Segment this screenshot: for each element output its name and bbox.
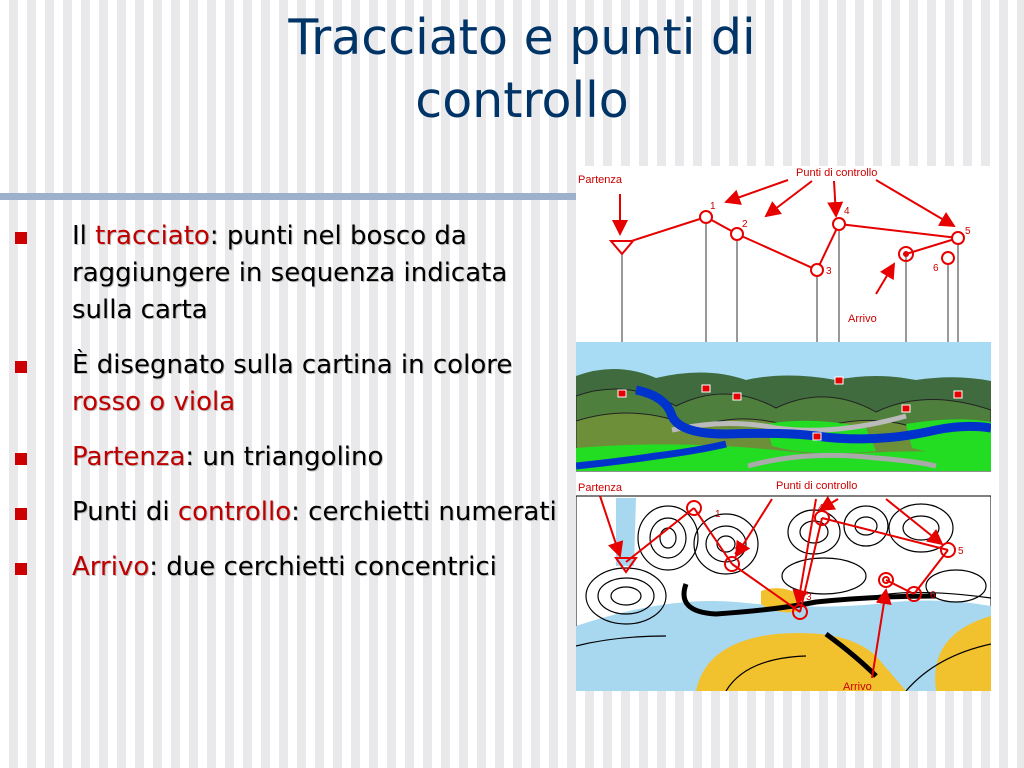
bullet-highlight: tracciato (95, 221, 210, 251)
bullet-item-colore (12, 347, 572, 421)
course-illustration (576, 166, 991, 691)
square-bullet-icon (15, 232, 27, 244)
slide-title (0, 6, 1024, 132)
square-bullet-icon (15, 508, 27, 520)
start-label: Partenza (578, 174, 623, 186)
control-number: 1 (710, 201, 716, 212)
bullet-text-part: Il (72, 221, 96, 251)
control-number: 2 (742, 219, 748, 230)
bullet-text-part: : cerchietti numerati (291, 497, 557, 527)
orienteering-map (576, 480, 991, 691)
bullet-highlight: controllo (177, 497, 292, 527)
bullet-item-arrivo (12, 549, 572, 586)
bullet-text (72, 218, 572, 329)
title-divider (0, 193, 578, 200)
map-control-number: 3 (806, 592, 812, 603)
bullet-text (72, 494, 572, 531)
map-start-label: Partenza (578, 482, 623, 494)
finish-label: Arrivo (848, 313, 877, 325)
map-control-number: 5 (958, 546, 964, 557)
control-number: 3 (826, 266, 832, 277)
landscape-view (576, 342, 991, 471)
map-control-number: 1 (715, 509, 721, 520)
bullet-text-part: Punti di (72, 497, 178, 527)
square-bullet-icon (15, 453, 27, 465)
bullet-text-part: È disegnato sulla cartina in colore (72, 350, 513, 380)
map-finish-label: Arrivo (843, 681, 872, 691)
bullet-highlight: rosso o viola (72, 387, 236, 417)
square-bullet-icon (15, 361, 27, 373)
bullet-item-controllo (12, 494, 572, 531)
map-control-number: 6 (930, 590, 936, 601)
bullet-item-partenza (12, 439, 572, 476)
bullet-highlight: Partenza (72, 442, 186, 472)
controls-label: Punti di controllo (796, 167, 878, 179)
bullet-highlight: Arrivo (72, 552, 150, 582)
square-bullet-icon (15, 563, 27, 575)
bullet-item-tracciato (12, 218, 572, 329)
bullet-list (12, 218, 572, 604)
control-number: 5 (965, 226, 971, 237)
map-control-number: 2 (734, 546, 740, 557)
bullet-text (72, 439, 572, 476)
bullet-text-part: : punti nel bosco da raggiungere in sequenza indicata sulla carta (72, 221, 508, 325)
control-number: 4 (844, 206, 850, 217)
bullet-text-part: : due cerchietti concentrici (149, 552, 497, 582)
bullet-text (72, 549, 572, 586)
course-illustration-svg (576, 166, 991, 691)
control-number: 6 (933, 263, 939, 274)
title-line-2: controllo (415, 72, 629, 129)
bullet-text (72, 347, 572, 421)
map-control-number: 4 (818, 503, 824, 514)
map-controls-label: Punti di controllo (776, 480, 858, 492)
title-line-1: Tracciato e punti di (288, 9, 756, 66)
bullet-text-part: : un triangolino (185, 442, 384, 472)
